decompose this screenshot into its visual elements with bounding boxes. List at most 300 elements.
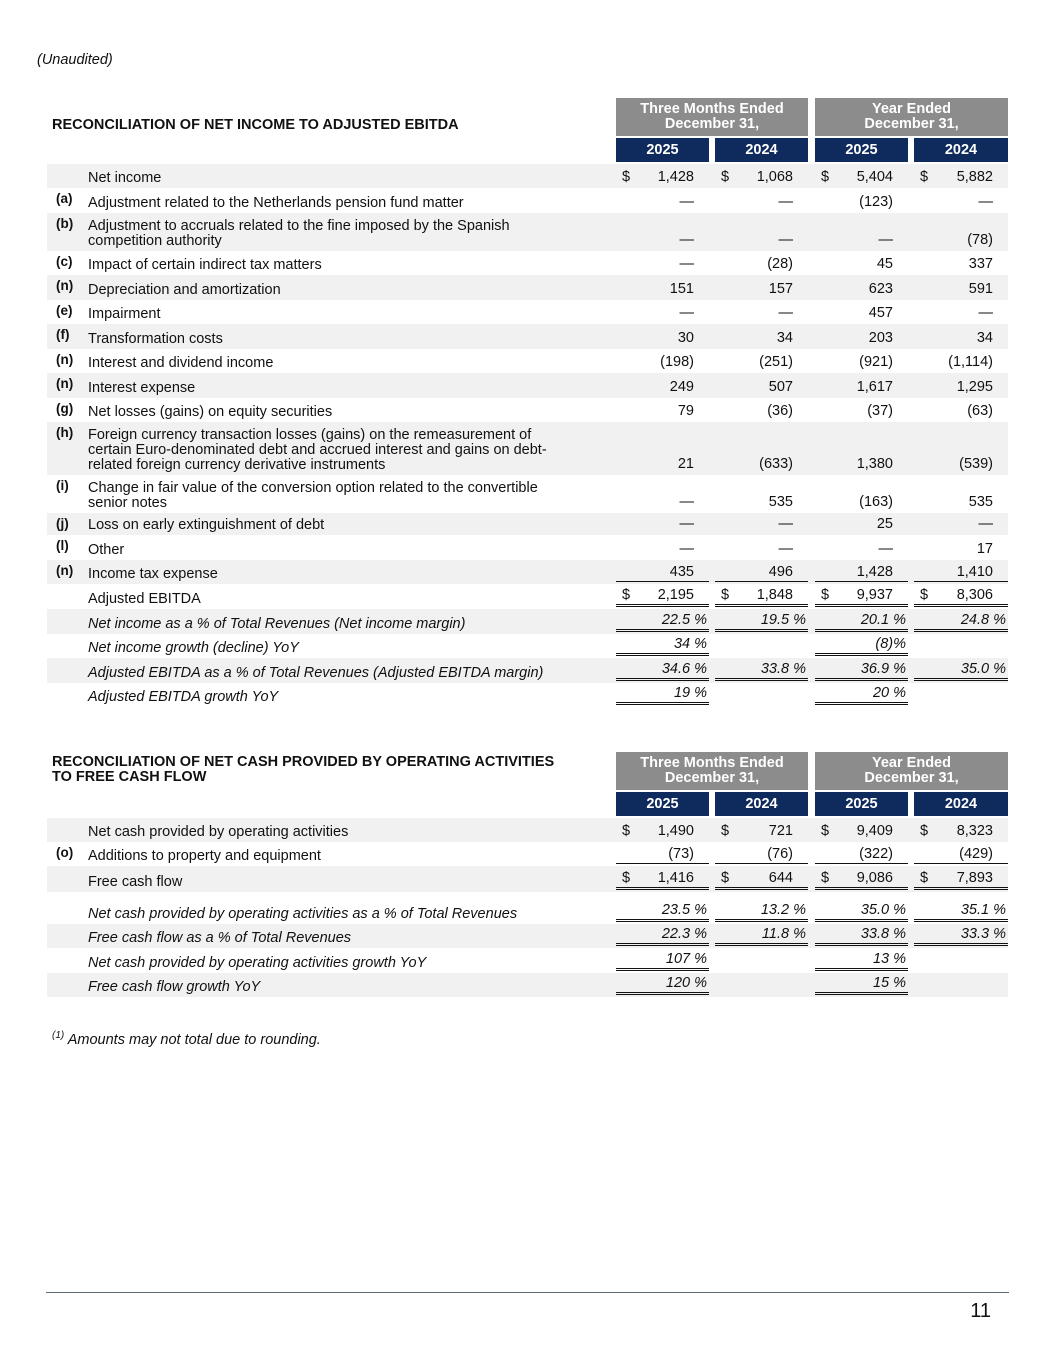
value-cell xyxy=(715,869,808,890)
cell-value: 15 % xyxy=(872,975,906,991)
value-cell xyxy=(914,586,1008,607)
cell-value: 151 xyxy=(669,281,694,297)
value-cell xyxy=(616,280,709,298)
row-label: Net income xyxy=(88,170,162,186)
table-row xyxy=(47,866,1008,892)
year-header: 2025 xyxy=(616,792,709,816)
cell-value: 23.5 % xyxy=(661,902,707,918)
footnote-ref: (o) xyxy=(56,845,74,860)
cell-value: 1,380 xyxy=(856,456,893,472)
footnote-ref: (n) xyxy=(56,352,74,367)
cell-value: 20 % xyxy=(872,685,906,701)
value-cell xyxy=(914,515,1008,533)
ebitda-reconciliation-table xyxy=(47,98,1008,707)
value-cell xyxy=(616,822,709,840)
cell-value: 9,086 xyxy=(856,870,893,886)
cell-value: — xyxy=(978,516,993,532)
value-cell xyxy=(616,925,709,946)
currency-symbol: $ xyxy=(920,587,929,603)
cell-value: (1,114) xyxy=(948,354,993,370)
cell-value: — xyxy=(679,232,694,248)
table-row xyxy=(47,349,1008,373)
table-row xyxy=(47,560,1008,584)
cell-value: 35.0 % xyxy=(860,902,906,918)
table-row xyxy=(47,892,1008,924)
table-row xyxy=(47,842,1008,866)
value-cell xyxy=(815,280,908,298)
table-row xyxy=(47,948,1008,973)
year-header: 2025 xyxy=(616,138,709,162)
table-header xyxy=(47,752,1008,818)
footnote-ref: (e) xyxy=(56,303,73,318)
table-row xyxy=(47,973,1008,997)
row-label: Net income growth (decline) YoY xyxy=(88,640,299,656)
value-cell xyxy=(616,660,709,681)
value-cell xyxy=(914,402,1008,420)
value-cell xyxy=(616,586,709,607)
row-label: Depreciation and amortization xyxy=(88,282,281,298)
footnote-ref: (n) xyxy=(56,563,74,578)
value-cell xyxy=(914,231,1008,249)
cell-value: 644 xyxy=(768,870,793,886)
cell-value: 535 xyxy=(768,494,793,510)
footnote-text: Amounts may not total due to rounding. xyxy=(67,1031,321,1048)
value-cell xyxy=(715,611,808,632)
cell-value: (63) xyxy=(967,403,993,419)
cell-value: 7,893 xyxy=(956,870,993,886)
value-cell xyxy=(616,869,709,890)
footnote-ref: (n) xyxy=(56,376,74,391)
value-cell xyxy=(616,304,709,322)
currency-symbol: $ xyxy=(721,823,730,839)
table-header xyxy=(47,98,1008,164)
table-row xyxy=(47,634,1008,658)
cell-value: 36.9 % xyxy=(860,661,906,677)
cell-value: 45 xyxy=(876,256,893,272)
value-cell xyxy=(914,493,1008,511)
cell-value: 19 % xyxy=(673,685,707,701)
value-cell xyxy=(616,255,709,273)
table-row xyxy=(47,683,1008,707)
cell-value: 9,409 xyxy=(856,823,893,839)
value-cell xyxy=(715,563,808,582)
table-row xyxy=(47,213,1008,251)
value-cell xyxy=(616,193,709,211)
table-row xyxy=(47,300,1008,324)
row-label: Adjustment related to the Netherlands pension fund matter xyxy=(88,195,464,211)
currency-symbol: $ xyxy=(721,870,730,886)
table-row xyxy=(47,513,1008,535)
value-cell xyxy=(815,635,908,656)
cell-value: — xyxy=(778,194,793,210)
cell-value: 34 % xyxy=(673,636,707,652)
table-row xyxy=(47,535,1008,560)
currency-symbol: $ xyxy=(821,587,830,603)
row-label: Free cash flow as a % of Total Revenues xyxy=(88,930,352,946)
value-cell xyxy=(715,455,808,473)
table-row xyxy=(47,324,1008,349)
currency-symbol: $ xyxy=(920,823,929,839)
value-cell xyxy=(815,378,908,396)
value-cell xyxy=(815,353,908,371)
cell-value: 1,416 xyxy=(657,870,694,886)
value-cell xyxy=(914,455,1008,473)
row-label: Adjustment to accruals related to the fine imposed by the Spanish competition authority xyxy=(88,218,510,249)
cell-value: (429) xyxy=(959,846,993,862)
value-cell xyxy=(715,231,808,249)
value-cell xyxy=(616,845,709,864)
row-label: Loss on early extinguishment of debt xyxy=(88,517,325,533)
cell-value: 203 xyxy=(868,330,893,346)
value-cell xyxy=(815,822,908,840)
footnote-ref: (g) xyxy=(56,401,74,416)
cell-value: — xyxy=(778,541,793,557)
cell-value: 8,306 xyxy=(956,587,993,603)
value-cell xyxy=(914,822,1008,840)
year-ended-header: Year Ended December 31, xyxy=(815,752,1008,790)
value-cell xyxy=(914,977,1008,995)
currency-symbol: $ xyxy=(920,169,929,185)
cell-value: 11.8 % xyxy=(761,926,806,942)
value-cell xyxy=(715,353,808,371)
cell-value: (36) xyxy=(767,403,793,419)
row-label: Interest expense xyxy=(88,380,196,396)
table-row xyxy=(47,818,1008,842)
cell-value: 623 xyxy=(868,281,893,297)
cell-value: (198) xyxy=(660,354,694,370)
cell-value: 120 % xyxy=(665,975,707,991)
currency-symbol: $ xyxy=(622,823,631,839)
value-cell xyxy=(715,687,808,705)
cell-value: — xyxy=(978,305,993,321)
cell-value: — xyxy=(878,541,893,557)
value-cell xyxy=(715,255,808,273)
value-cell xyxy=(815,402,908,420)
value-cell xyxy=(914,353,1008,371)
footnote-ref: (f) xyxy=(56,327,70,342)
value-cell xyxy=(616,974,709,995)
row-label: Foreign currency transaction losses (gains) on the remeasurement of certain Euro-denominated debt and accrued interest and gains on debt- related foreign currency derivative instruments xyxy=(88,427,547,473)
value-cell xyxy=(715,638,808,656)
row-label: Additions to property and equipment xyxy=(88,848,321,864)
cell-value: — xyxy=(778,232,793,248)
table-row xyxy=(47,188,1008,213)
table-row xyxy=(47,924,1008,948)
cell-value: 34 xyxy=(976,330,993,346)
table-row xyxy=(47,584,1008,609)
cell-value: 25 xyxy=(876,516,893,532)
value-cell xyxy=(715,660,808,681)
value-cell xyxy=(815,231,908,249)
cell-value: 34 xyxy=(776,330,793,346)
value-cell xyxy=(914,378,1008,396)
row-label: Income tax expense xyxy=(88,566,218,582)
value-cell xyxy=(715,977,808,995)
value-cell xyxy=(914,687,1008,705)
cell-value: 17 xyxy=(976,541,993,557)
cell-value: 35.1 % xyxy=(960,902,1006,918)
value-cell xyxy=(914,563,1008,582)
table-title: RECONCILIATION OF NET CASH PROVIDED BY OPERATING ACTIVITIES TO FREE CASH FLOW xyxy=(52,754,555,785)
value-cell xyxy=(616,231,709,249)
row-label: Net cash provided by operating activities as a % of Total Revenues xyxy=(88,906,518,922)
cell-value: 8,323 xyxy=(956,823,993,839)
row-label: Other xyxy=(88,542,125,558)
row-label: Adjusted EBITDA growth YoY xyxy=(88,689,279,705)
table-row xyxy=(47,658,1008,683)
page-number: 11 xyxy=(970,1300,991,1322)
cell-value: 496 xyxy=(768,564,793,580)
value-cell xyxy=(616,611,709,632)
cell-value: 21 xyxy=(677,456,694,472)
table-row xyxy=(47,373,1008,398)
value-cell xyxy=(616,563,709,582)
row-label: Free cash flow growth YoY xyxy=(88,979,261,995)
value-cell xyxy=(815,493,908,511)
table-row xyxy=(47,609,1008,634)
value-cell xyxy=(715,822,808,840)
value-cell xyxy=(616,950,709,971)
value-cell xyxy=(715,901,808,922)
cell-value: 1,068 xyxy=(756,169,793,185)
table-row xyxy=(47,422,1008,475)
cell-value: — xyxy=(778,305,793,321)
value-cell xyxy=(715,845,808,864)
value-cell xyxy=(815,925,908,946)
cell-value: — xyxy=(679,516,694,532)
value-cell xyxy=(715,925,808,946)
value-cell xyxy=(815,540,908,558)
cell-value: 1,428 xyxy=(856,564,893,580)
cell-value: 13.2 % xyxy=(760,902,806,918)
cell-value: 157 xyxy=(768,281,793,297)
footnote-ref: (a) xyxy=(56,191,73,206)
cell-value: (123) xyxy=(859,194,893,210)
footnote-marker: (1) xyxy=(52,1030,65,1041)
cell-value: — xyxy=(679,256,694,272)
currency-symbol: $ xyxy=(721,587,730,603)
row-label: Net income as a % of Total Revenues (Net income margin) xyxy=(88,616,466,632)
value-cell xyxy=(616,402,709,420)
row-label: Net losses (gains) on equity securities xyxy=(88,404,333,420)
cell-value: 107 % xyxy=(665,951,707,967)
value-cell xyxy=(815,950,908,971)
value-cell xyxy=(616,329,709,347)
table-row xyxy=(47,275,1008,300)
unaudited-label: (Unaudited) xyxy=(37,52,113,68)
value-cell xyxy=(715,168,808,186)
year-header: 2024 xyxy=(715,138,808,162)
cell-value: 33.3 % xyxy=(960,926,1006,942)
value-cell xyxy=(815,586,908,607)
cell-value: (37) xyxy=(867,403,893,419)
cell-value: 19.5 % xyxy=(760,612,806,628)
currency-symbol: $ xyxy=(721,169,730,185)
year-ended-header: Year Ended December 31, xyxy=(815,98,1008,136)
value-cell xyxy=(914,255,1008,273)
value-cell xyxy=(815,684,908,705)
value-cell xyxy=(914,925,1008,946)
cell-value: — xyxy=(878,232,893,248)
cell-value: (251) xyxy=(759,354,793,370)
cell-value: 1,848 xyxy=(756,587,793,603)
value-cell xyxy=(715,378,808,396)
value-cell xyxy=(815,845,908,864)
cell-value: — xyxy=(679,494,694,510)
value-cell xyxy=(715,193,808,211)
table-row xyxy=(47,251,1008,275)
cell-value: (73) xyxy=(668,846,694,862)
cell-value: 435 xyxy=(669,564,694,580)
table-body xyxy=(47,164,1008,707)
three-months-header: Three Months Ended December 31, xyxy=(616,752,808,790)
year-header: 2024 xyxy=(914,138,1008,162)
cell-value: 5,882 xyxy=(956,169,993,185)
value-cell xyxy=(815,193,908,211)
value-cell xyxy=(715,304,808,322)
footnote-ref: (n) xyxy=(56,278,74,293)
three-months-header: Three Months Ended December 31, xyxy=(616,98,808,136)
cell-value: 457 xyxy=(868,305,893,321)
value-cell xyxy=(914,845,1008,864)
cell-value: 721 xyxy=(768,823,793,839)
value-cell xyxy=(616,493,709,511)
currency-symbol: $ xyxy=(622,870,631,886)
cell-value: 1,428 xyxy=(657,169,694,185)
table-body xyxy=(47,818,1008,997)
cell-value: — xyxy=(679,541,694,557)
value-cell xyxy=(914,869,1008,890)
cell-value: 5,404 xyxy=(856,169,893,185)
footnote-ref: (h) xyxy=(56,425,74,440)
value-cell xyxy=(616,684,709,705)
footnote-ref: (j) xyxy=(56,516,69,531)
value-cell xyxy=(914,168,1008,186)
footnote-ref: (c) xyxy=(56,254,73,269)
value-cell xyxy=(815,869,908,890)
currency-symbol: $ xyxy=(622,169,631,185)
cell-value: (539) xyxy=(959,456,993,472)
table-row xyxy=(47,398,1008,422)
value-cell xyxy=(914,280,1008,298)
table-row xyxy=(47,475,1008,513)
cell-value: 33.8 % xyxy=(860,926,906,942)
cell-value: 34.6 % xyxy=(661,661,707,677)
value-cell xyxy=(715,329,808,347)
fcf-reconciliation-table xyxy=(47,752,1008,997)
cell-value: 20.1 % xyxy=(860,612,906,628)
value-cell xyxy=(914,611,1008,632)
row-label: Free cash flow xyxy=(88,874,183,890)
row-label: Net cash provided by operating activities growth YoY xyxy=(88,955,427,971)
cell-value: 24.8 % xyxy=(960,612,1006,628)
currency-symbol: $ xyxy=(920,870,929,886)
cell-value: 22.3 % xyxy=(661,926,707,942)
cell-value: (163) xyxy=(859,494,893,510)
currency-symbol: $ xyxy=(821,823,830,839)
cell-value: (78) xyxy=(967,232,993,248)
cell-value: 30 xyxy=(677,330,694,346)
value-cell xyxy=(914,540,1008,558)
value-cell xyxy=(616,540,709,558)
row-label: Interest and dividend income xyxy=(88,355,274,371)
cell-value: (322) xyxy=(859,846,893,862)
cell-value: 22.5 % xyxy=(661,612,707,628)
value-cell xyxy=(815,168,908,186)
currency-symbol: $ xyxy=(821,870,830,886)
cell-value: 13 % xyxy=(872,951,906,967)
value-cell xyxy=(815,563,908,582)
footnote-ref: (l) xyxy=(56,538,69,553)
cell-value: (8)% xyxy=(875,636,906,652)
cell-value: — xyxy=(679,194,694,210)
cell-value: 2,195 xyxy=(657,587,694,603)
cell-value: 1,410 xyxy=(956,564,993,580)
year-header: 2024 xyxy=(914,792,1008,816)
currency-symbol: $ xyxy=(622,587,631,603)
row-label: Impairment xyxy=(88,306,161,322)
value-cell xyxy=(815,329,908,347)
value-cell xyxy=(815,255,908,273)
row-label: Transformation costs xyxy=(88,331,223,347)
cell-value: — xyxy=(679,305,694,321)
cell-value: 35.0 % xyxy=(960,661,1006,677)
value-cell xyxy=(715,280,808,298)
value-cell xyxy=(914,638,1008,656)
value-cell xyxy=(815,515,908,533)
currency-symbol: $ xyxy=(821,169,830,185)
row-label: Change in fair value of the conversion option related to the convertible senior notes xyxy=(88,480,538,511)
footer-divider xyxy=(46,1292,1009,1293)
row-label: Net cash provided by operating activities xyxy=(88,824,349,840)
value-cell xyxy=(715,402,808,420)
value-cell xyxy=(914,193,1008,211)
value-cell xyxy=(616,635,709,656)
value-cell xyxy=(715,586,808,607)
value-cell xyxy=(815,660,908,681)
value-cell xyxy=(914,901,1008,922)
cell-value: 79 xyxy=(677,403,694,419)
year-header: 2024 xyxy=(715,792,808,816)
value-cell xyxy=(914,304,1008,322)
cell-value: — xyxy=(978,194,993,210)
row-label: Impact of certain indirect tax matters xyxy=(88,257,322,273)
row-label: Adjusted EBITDA xyxy=(88,591,201,607)
value-cell xyxy=(616,378,709,396)
value-cell xyxy=(715,540,808,558)
cell-value: 33.8 % xyxy=(760,661,806,677)
value-cell xyxy=(815,974,908,995)
cell-value: 535 xyxy=(968,494,993,510)
cell-value: 9,937 xyxy=(856,587,893,603)
value-cell xyxy=(715,953,808,971)
value-cell xyxy=(914,329,1008,347)
value-cell xyxy=(715,493,808,511)
rounding-footnote xyxy=(52,1030,321,1048)
value-cell xyxy=(815,304,908,322)
value-cell xyxy=(815,455,908,473)
table-row xyxy=(47,164,1008,188)
footnote-ref: (i) xyxy=(56,478,69,493)
value-cell xyxy=(616,901,709,922)
cell-value: 337 xyxy=(968,256,993,272)
cell-value: — xyxy=(778,516,793,532)
value-cell xyxy=(616,168,709,186)
value-cell xyxy=(715,515,808,533)
cell-value: 249 xyxy=(669,379,694,395)
footnote-ref: (b) xyxy=(56,216,74,231)
cell-value: (633) xyxy=(759,456,793,472)
